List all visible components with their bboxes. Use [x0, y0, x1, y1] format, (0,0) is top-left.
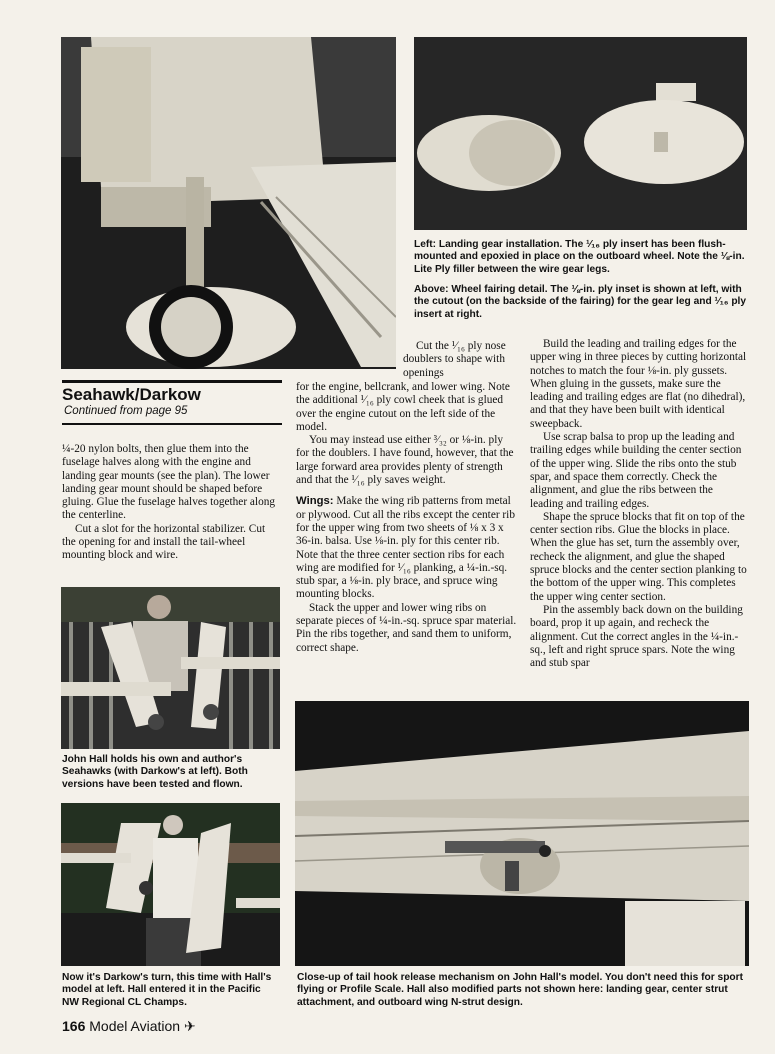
- photo-landing-gear: [61, 37, 396, 369]
- article-column-1: [62, 443, 280, 563]
- airplane-icon: ✈: [183, 1018, 196, 1034]
- paragraph: ¼-20 nylon bolts, then glue them into the fuselage halves along with the engine and landing gear mounts (see the plan). The lower landing gear mount should be shaped before gluing. Glue the fuselage halves together along the centerline.: [62, 443, 276, 522]
- paragraph: [296, 495, 518, 601]
- article-column-2-intro: [403, 340, 518, 380]
- caption-john-hall: John Hall holds his own and author's Seahawks (with Darkow's at left). Both versions have been tested and flown.: [62, 754, 248, 790]
- paragraph: Build the leading and trailing edges for the upper wing in three pieces by cutting horizontal notches to match the four ⅛-in. ply gussets. When gluing in the gussets, make sure the leading and trailing edges are flat (no dihedral), and that they have been built with identical sweepback.: [530, 338, 747, 430]
- magazine-name: Model Aviation: [89, 1018, 181, 1034]
- paragraph: Cut the ¹⁄₁₆ ply nose doublers to shape with openings: [403, 340, 506, 379]
- continued-line: Continued from page 95: [64, 405, 188, 417]
- article-column-3: [530, 338, 748, 670]
- photo-tail-hook: [295, 701, 749, 966]
- paragraph: Use scrap balsa to prop up the leading and trailing edges while building the center section of the upper wing. Slide the ribs onto the stub spar, and space them correctly. Check the alignment, and glue the ribs between the leading and trailing edges.: [530, 431, 742, 510]
- caption-wheel-fairing: Above: Wheel fairing detail. The ⅛-in. ply inset is shown at left, with the cutout (on the backside of the fairing) for the gear leg and ¹⁄₁₆ ply insert at right.: [414, 284, 747, 320]
- caption-darkow: Now it's Darkow's turn, this time with Hall's model at left. Hall entered it in the Pacific NW Regional CL Champs.: [62, 972, 272, 1008]
- caption-landing-gear: Left: Landing gear installation. The ¹⁄₁₆ ply insert has been flush-mounted and epoxied in place on the outboard wheel. Note the ⅛-in. Lite Ply filler between the wire gear legs.: [414, 239, 745, 275]
- article-column-2: [296, 381, 518, 655]
- heading-rule: [62, 380, 282, 383]
- paragraph: You may instead use either ³⁄₃₂ or ⅛-in. ply for the doublers. I have found, however, that the large forward area provides plenty of strength and that the ¹⁄₁₆ ply saves weight.: [296, 434, 514, 487]
- paragraph: Shape the spruce blocks that fit on top of the center section ribs. Glue the blocks in place. When the glue has set, turn the assembly over, recheck the alignment, and glue the shaped spruce blocks and the center section planking to the bottom of the upper wing. This completes the upper wing center section.: [530, 510, 747, 603]
- wings-lead: Wings:: [296, 495, 334, 508]
- photo-darkow: [61, 803, 280, 966]
- wings-text: Make the wing rib patterns from metal or plywood. Cut all the ribs except the center rib for the upper wing from two sheets of ⅛ x 3 x 36-in. balsa. Use ⅛-in. ply for this center rib. Note that the three center section ribs for each wing are modified for ¹⁄₁₆ planking, a ¼-in.-sq. stub spar, a ⅛-in. ply brace, and spruce wing mounting blocks.: [296, 495, 515, 601]
- photo-john-hall: [61, 587, 280, 749]
- paragraph: Stack the upper and lower wing ribs on separate pieces of ¼-in.-sq. spruce spar material. Pin the ribs together, and sand them to uniform, correct shape.: [296, 601, 517, 654]
- article-title: Seahawk/Darkow: [62, 385, 201, 404]
- paragraph: Cut a slot for the horizontal stabilizer. Cut the opening for and install the tail-wheel mounting block and wire.: [62, 522, 266, 562]
- heading-rule-bottom: [62, 423, 282, 425]
- photo-wheel-fairing: [414, 37, 747, 230]
- page-footer: [62, 1018, 196, 1035]
- caption-tail-hook: Close-up of tail hook release mechanism on John Hall's model. You don't need this for sport flying or Profile Scale. Hall also modified parts not shown here: landing gear, center strut attachment, and outboard wing N-strut design.: [297, 972, 743, 1008]
- page-number: 166: [62, 1018, 86, 1034]
- paragraph: Pin the assembly back down on the building board, prop it up again, and recheck the alignment. Cut the correct angles in the ¼-in.-sq., left and right spruce spars. Note the wing and stub spar: [530, 603, 743, 670]
- paragraph: for the engine, bellcrank, and lower wing. Note the additional ¹⁄₁₆ ply cowl cheek that is glued over the engine cutout on the left side of the model.: [296, 381, 510, 433]
